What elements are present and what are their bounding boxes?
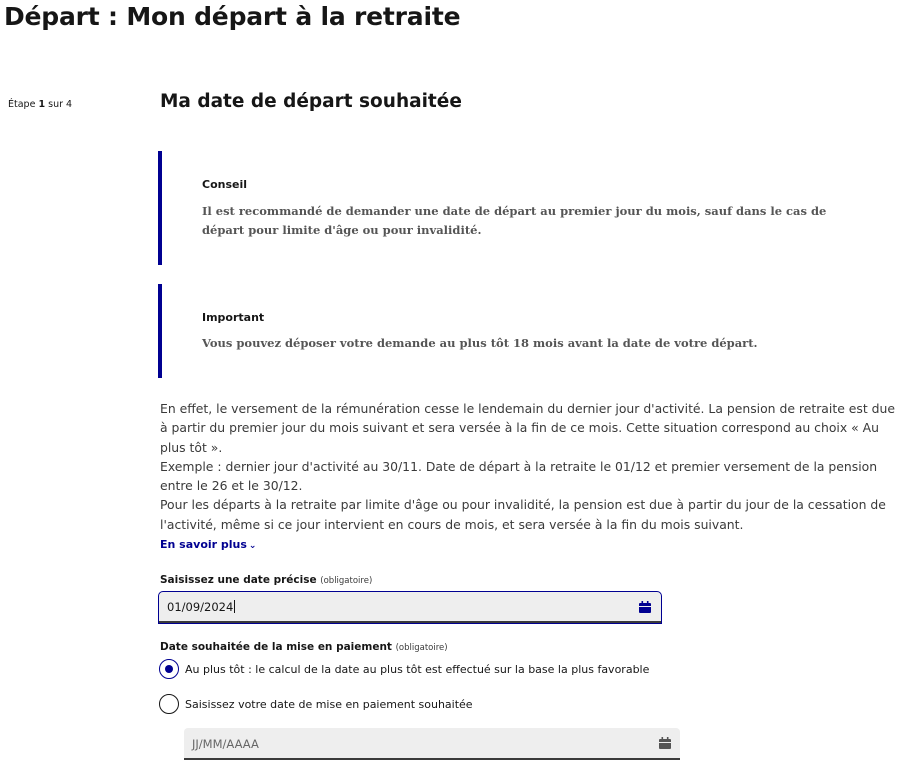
payment-date-label — [160, 641, 448, 653]
info-paragraph: Pour les départs à la retraite par limite d'âge ou pour invalidité, la pension est due à partir du jour de la cessation de l'activité, même si ce jour intervient en cours de mois, et sera versée à la fin du mois suivant. — [160, 497, 886, 532]
section-title: Ma date de départ souhaitée — [160, 91, 462, 112]
radio-button[interactable] — [159, 694, 179, 714]
date-field-label-text: Saisissez une date précise — [160, 574, 317, 586]
callout-title: Conseil — [202, 178, 248, 191]
step-current: 1 — [38, 99, 46, 110]
text-caret — [234, 600, 235, 613]
date-field-hint: (obligatoire) — [320, 576, 373, 586]
chevron-down-icon: ⌄ — [248, 541, 257, 551]
callout-title: Important — [202, 311, 265, 324]
radio-option-earliest[interactable] — [159, 659, 649, 679]
learn-more-label: En savoir plus — [160, 538, 247, 551]
calendar-icon[interactable] — [658, 736, 672, 750]
radio-button-checked[interactable] — [159, 659, 179, 679]
payment-date-label-text: Date souhaitée de la mise en paiement — [160, 641, 392, 653]
callout-conseil — [158, 151, 858, 265]
radio-option-custom-date[interactable] — [159, 694, 473, 714]
radio-label: Au plus tôt : le calcul de la date au plus tôt est effectué sur la base la plus favorable — [185, 662, 650, 676]
departure-date-value: 01/09/2024 — [167, 600, 234, 614]
date-field-label — [160, 574, 372, 586]
payment-date-hint: (obligatoire) — [395, 643, 448, 653]
learn-more-link[interactable] — [160, 538, 256, 551]
info-paragraph: En effet, le versement de la rémunération cesse le lendemain du dernier jour d'activité. La pension de retraite est due à partir du premier jour du mois suivant et sera versée à la fin de ce mois. Cette situation correspond au choix « Au plus tôt ». — [160, 401, 895, 455]
info-text — [160, 399, 895, 534]
info-example: Exemple : dernier jour d'activité au 30/11. Date de départ à la retraite le 01/12 et premier versement de la pension entre le 26 et le 30/12. — [160, 458, 878, 494]
callout-important — [158, 284, 858, 378]
step-suffix: sur 4 — [48, 99, 73, 110]
page-title: Départ : Mon départ à la retraite — [4, 2, 461, 31]
step-prefix: Étape — [8, 99, 36, 110]
payment-date-input[interactable] — [184, 728, 680, 760]
step-indicator — [8, 99, 72, 110]
calendar-icon[interactable] — [638, 600, 652, 614]
departure-date-input[interactable] — [159, 592, 661, 623]
payment-date-placeholder: JJ/MM/AAAA — [192, 737, 259, 751]
radio-label: Saisissez votre date de mise en paiement souhaitée — [185, 697, 473, 711]
callout-text: Vous pouvez déposer votre demande au plus tôt 18 mois avant la date de votre départ. — [202, 336, 758, 350]
callout-text: Il est recommandé de demander une date de départ au premier jour du mois, sauf dans le cas de départ pour limite d'âge ou pour invalidité. — [202, 204, 827, 237]
